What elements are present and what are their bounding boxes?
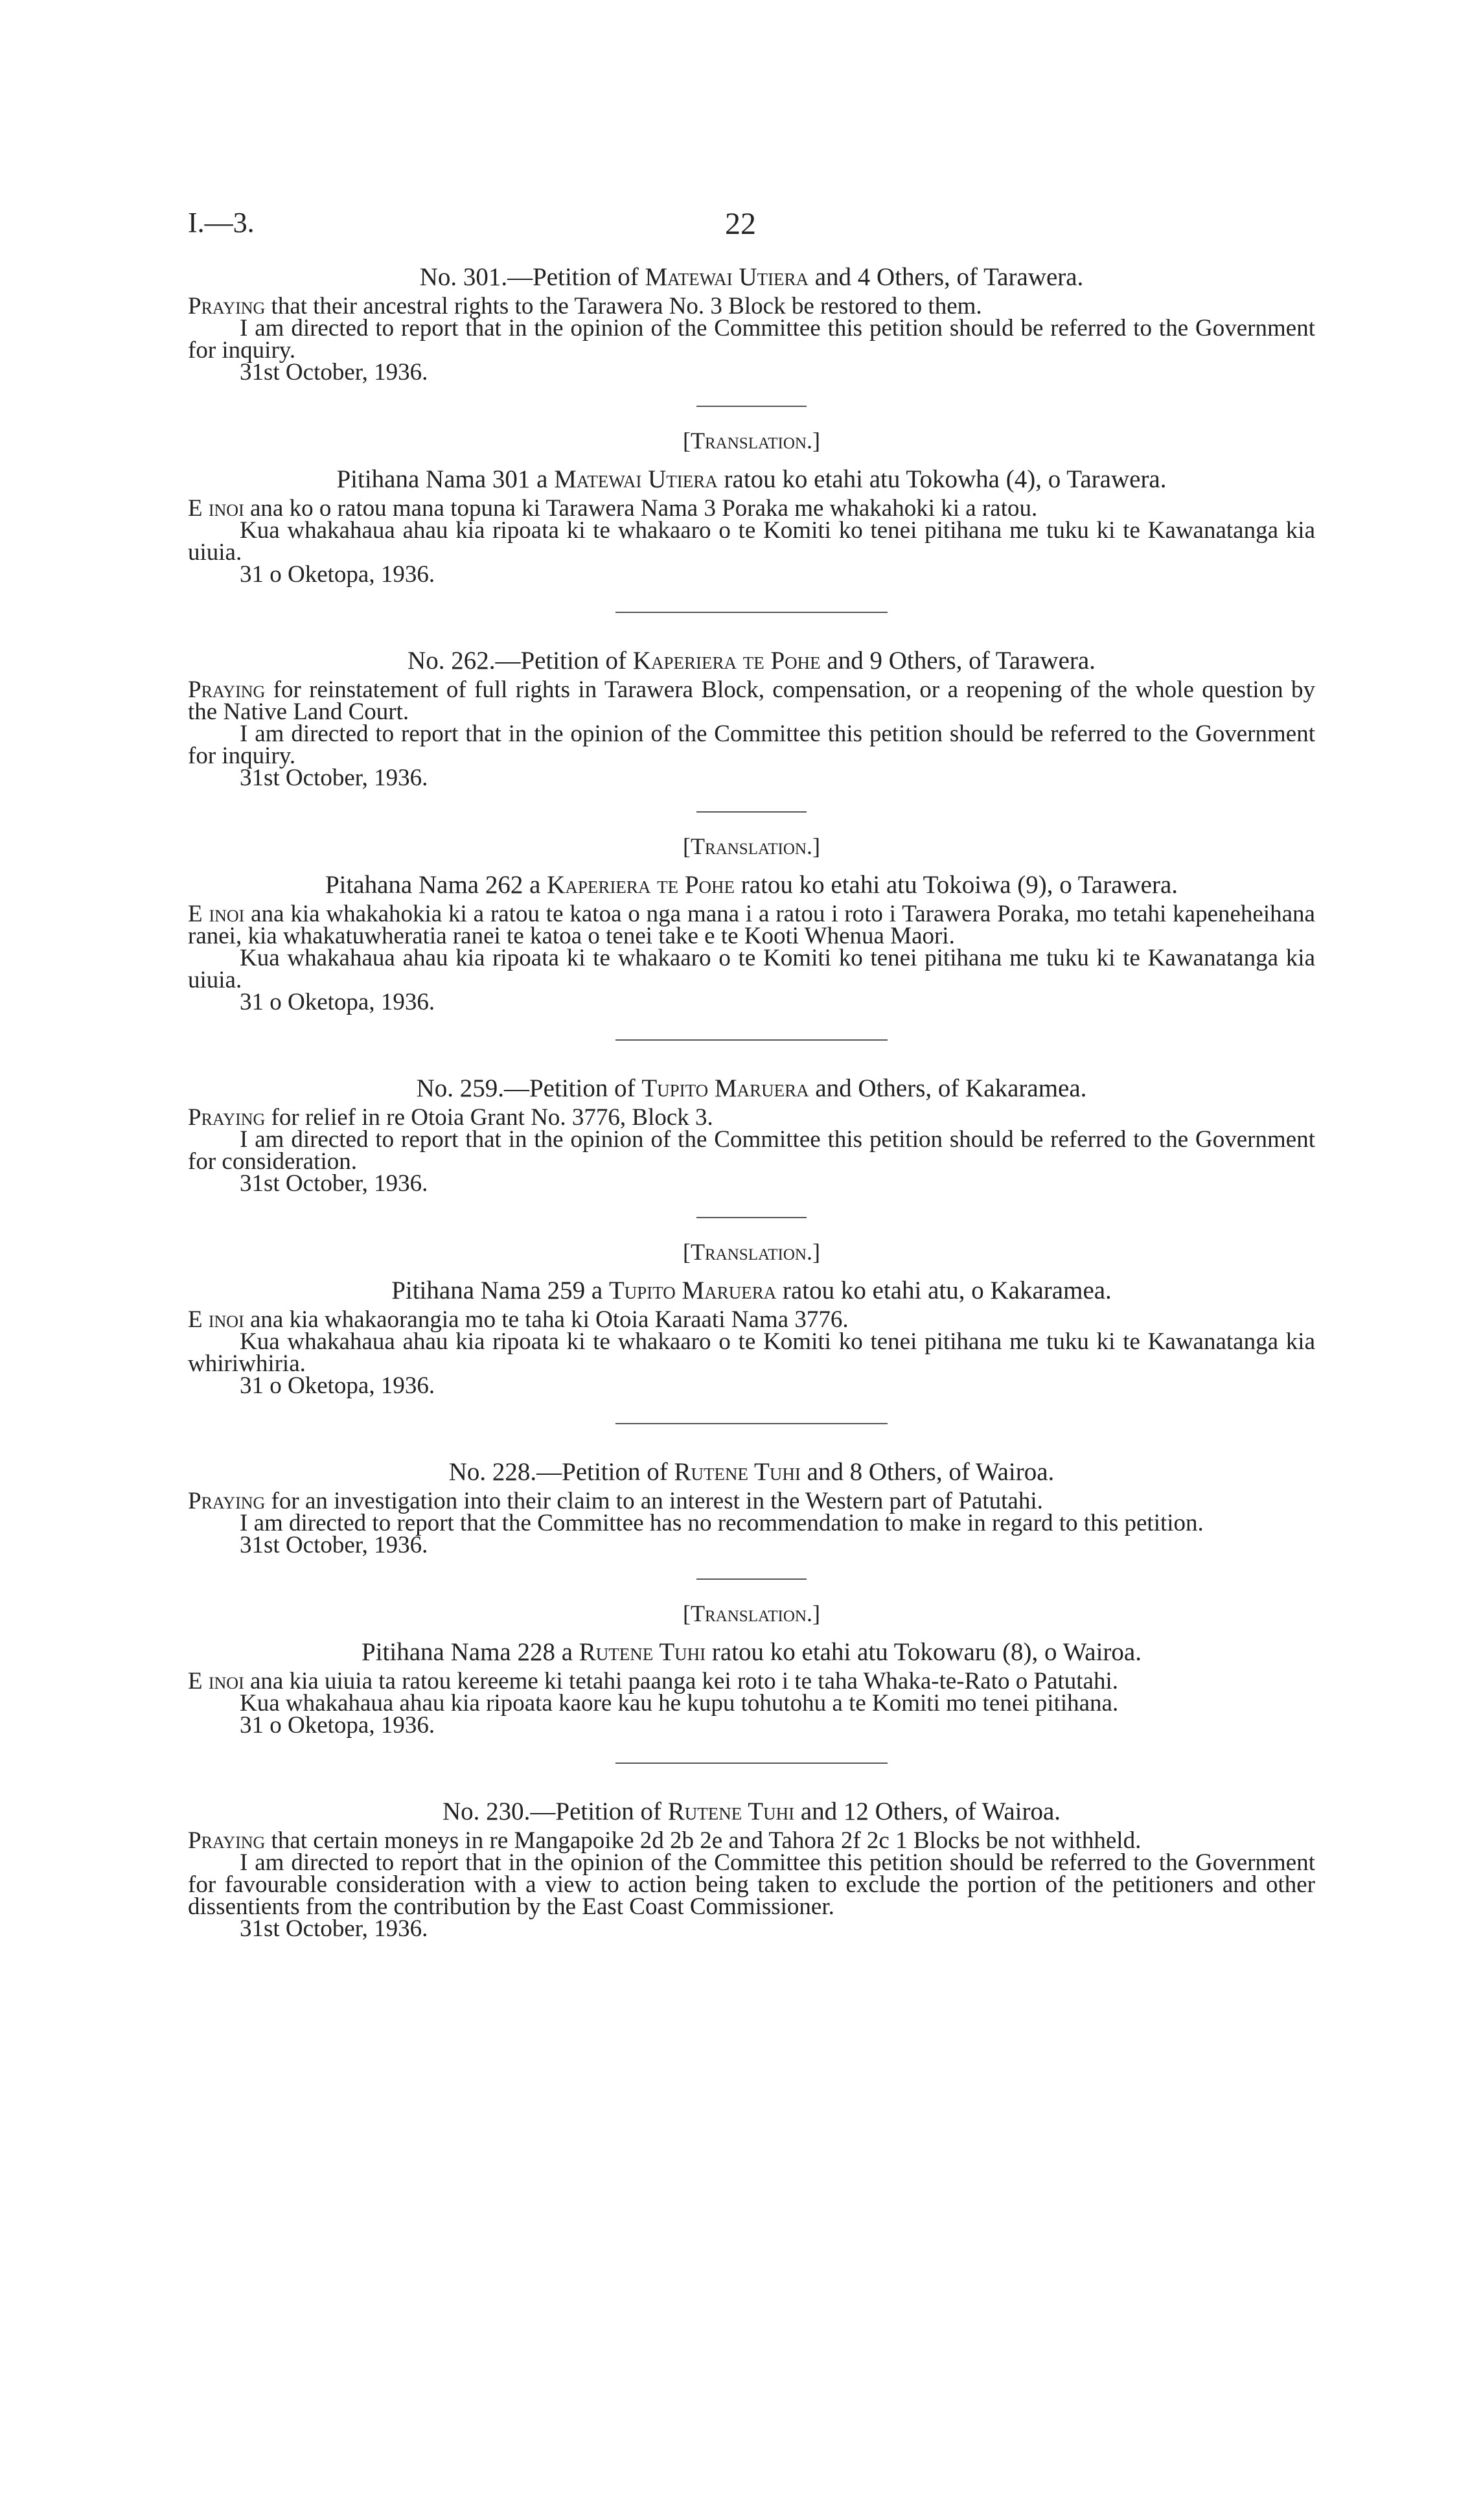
petition-title: No. 228.—Petition of Rutene Tuhi and 8 Others, of Wairoa. <box>448 1458 1055 1486</box>
translation-inoi: E inoi ana kia uiuia ta ratou kereeme ki tetahi paanga kei roto i te taha Whaka-te-Rato o Patutahi. <box>188 1668 1119 1694</box>
petition-title: No. 230.—Petition of Rutene Tuhi and 12 Others, of Wairoa. <box>442 1798 1061 1825</box>
petition-date: 31st October, 1936. <box>240 1532 428 1558</box>
section-divider <box>615 1039 888 1041</box>
translation-heading: [Translation.] <box>683 833 820 859</box>
translation-heading: [Translation.] <box>683 1239 820 1265</box>
petition-date: 31st October, 1936. <box>240 1170 428 1197</box>
document-body <box>188 264 1315 1940</box>
page-number: 22 <box>725 207 756 241</box>
translation-title: Pitihana Nama 301 a Matewai Utiera ratou ko etahi atu Tokowha (4), o Tarawera. <box>336 465 1167 493</box>
petition-230 <box>188 1799 1315 1940</box>
short-divider <box>696 1217 807 1218</box>
translation-report: Kua whakahaua ahau kia ripoata ki te whakaaro o te Komiti ko tenei pitihana me tuku ki te Kawanatanga kia uiuia. <box>188 945 1315 993</box>
section-divider <box>615 1423 888 1424</box>
petition-report: I am directed to report that in the opinion of the Committee this petition should be referred to the Government for inquiry. <box>188 721 1315 769</box>
translation-heading: [Translation.] <box>683 1601 820 1626</box>
petition-301 <box>188 264 1315 586</box>
translation-inoi: E inoi ana kia whakaorangia mo te taha ki Otoia Karaati Nama 3776. <box>188 1306 849 1333</box>
petition-praying: Praying that certain moneys in re Mangapoike 2d 2b 2e and Tahora 2f 2c 1 Blocks be not withheld. <box>188 1827 1142 1854</box>
petition-report: I am directed to report that in the opinion of the Committee this petition should be referred to the Government for inquiry. <box>188 315 1315 364</box>
petition-report: I am directed to report that in the opinion of the Committee this petition should be referred to the Government for consideration. <box>188 1126 1315 1175</box>
section-divider <box>615 1763 888 1764</box>
translation-report: Kua whakahaua ahau kia ripoata kaore kau he kupu tohutohu a te Komiti mo tenei pitihana. <box>240 1690 1119 1717</box>
translation-date: 31 o Oketopa, 1936. <box>240 1372 435 1399</box>
translation-inoi: E inoi ana kia whakahokia ki a ratou te katoa o nga mana i a ratou i roto i Tarawera Poraka, mo tetahi kapeneheihana ranei, kia whakatuwheratia ranei te katoa o tenei take e te Kooti Whenua Maori. <box>188 901 1315 949</box>
petition-title: No. 262.—Petition of Kaperiera te Pohe and 9 Others, of Tarawera. <box>408 647 1096 675</box>
petition-date: 31st October, 1936. <box>240 359 428 386</box>
petition-date: 31st October, 1936. <box>240 765 428 791</box>
translation-title: Pitihana Nama 228 a Rutene Tuhi ratou ko etahi atu Tokowaru (8), o Wairoa. <box>362 1638 1142 1666</box>
petition-praying: Praying for relief in re Otoia Grant No. 3776, Block 3. <box>188 1104 713 1131</box>
translation-heading: [Translation.] <box>683 428 820 454</box>
short-divider <box>696 1578 807 1580</box>
petition-praying: Praying that their ancestral rights to the Tarawera No. 3 Block be restored to them. <box>188 293 982 319</box>
petition-262 <box>188 648 1315 1013</box>
short-divider <box>696 811 807 813</box>
petition-praying: Praying for an investigation into their claim to an interest in the Western part of Patutahi. <box>188 1488 1043 1514</box>
petition-date: 31st October, 1936. <box>240 1915 428 1942</box>
translation-report: Kua whakahaua ahau kia ripoata ki te whakaaro o te Komiti ko tenei pitihana me tuku ki te Kawanatanga kia uiuia. <box>188 517 1315 566</box>
petition-259 <box>188 1076 1315 1397</box>
petition-report: I am directed to report that the Committee has no recommendation to make in regard to this petition. <box>240 1510 1204 1536</box>
document-code: I.—3. <box>188 207 255 238</box>
short-divider <box>696 406 807 407</box>
translation-title: Pitihana Nama 259 a Tupito Maruera ratou ko etahi atu, o Kakaramea. <box>391 1277 1112 1304</box>
petition-praying: Praying for reinstatement of full rights in Tarawera Block, compensation, or a reopening of the whole question by the Native Land Court. <box>188 676 1315 725</box>
translation-report: Kua whakahaua ahau kia ripoata ki te whakaaro o te Komiti ko tenei pitihana me tuku ki te Kawanatanga kia whiriwhiria. <box>188 1328 1315 1377</box>
translation-inoi: E inoi ana ko o ratou mana topuna ki Tarawera Nama 3 Poraka me whakahoki ki a ratou. <box>188 495 1038 522</box>
translation-date: 31 o Oketopa, 1936. <box>240 561 435 588</box>
petition-title: No. 259.—Petition of Tupito Maruera and Others, of Kakaramea. <box>416 1074 1087 1102</box>
petition-title: No. 301.—Petition of Matewai Utiera and 4 Others, of Tarawera. <box>419 263 1084 291</box>
translation-date: 31 o Oketopa, 1936. <box>240 1712 435 1739</box>
translation-title: Pitahana Nama 262 a Kaperiera te Pohe ratou ko etahi atu Tokoiwa (9), o Tarawera. <box>325 871 1178 899</box>
translation-date: 31 o Oketopa, 1936. <box>240 989 435 1015</box>
petition-report: I am directed to report that in the opinion of the Committee this petition should be referred to the Government for favourable consideration with a view to action being taken to exclude the portion of the petitioners and other dissentients from the contribution by the East Coast Commissioner. <box>188 1849 1315 1920</box>
section-divider <box>615 612 888 613</box>
petition-228 <box>188 1459 1315 1737</box>
